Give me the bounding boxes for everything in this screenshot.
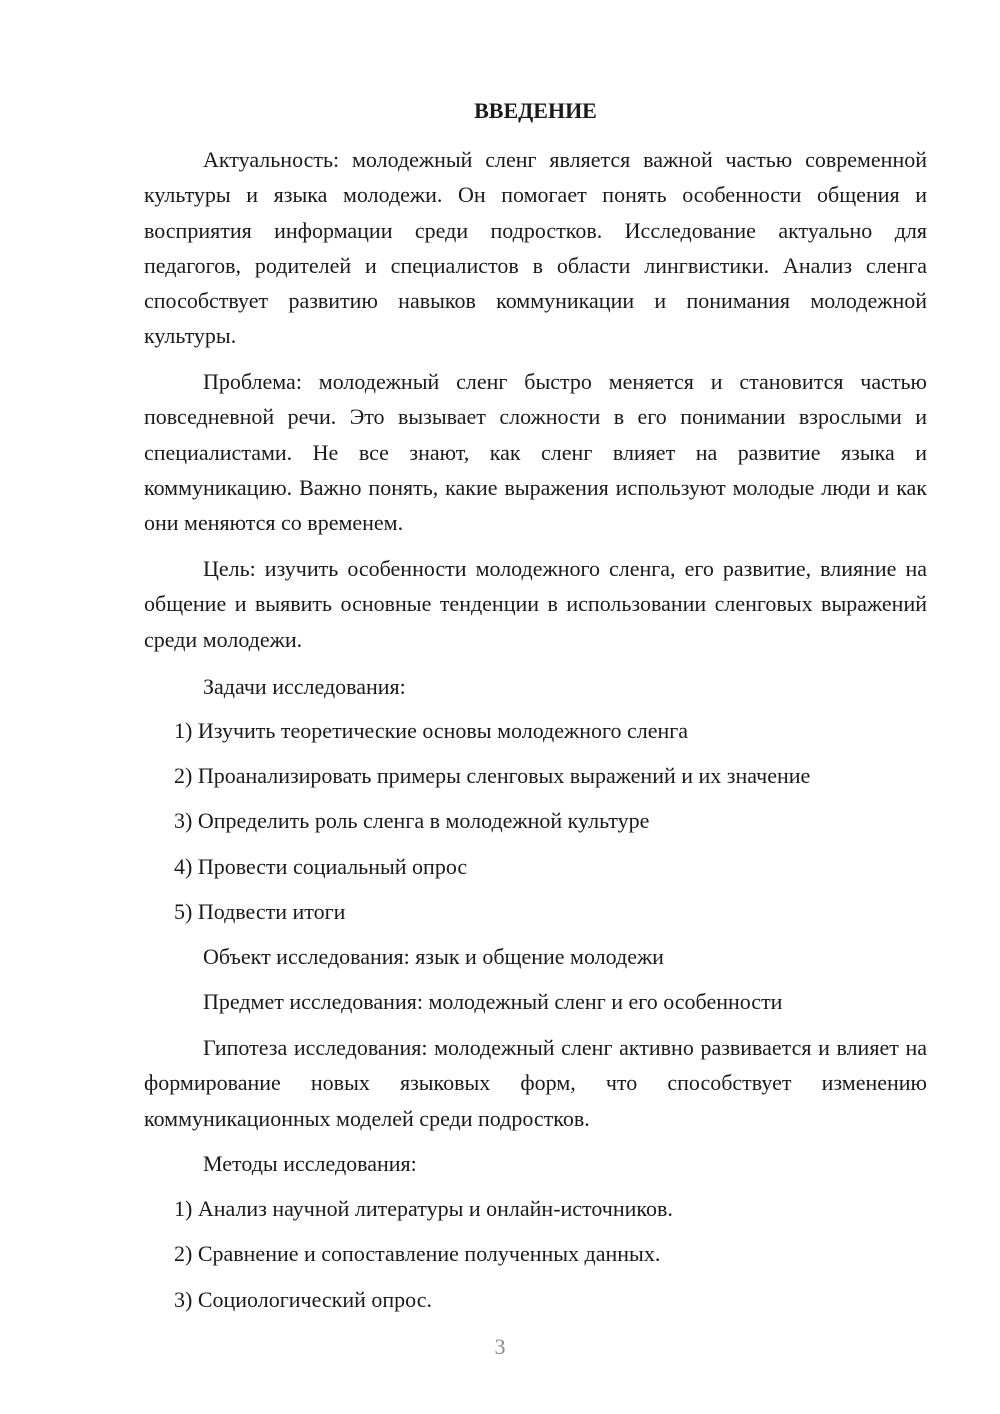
method-item: 2) Сравнение и сопоставление полученных данных. [174, 1241, 661, 1266]
relevance-paragraph: Актуальность: молодежный сленг является важной частью современной культуры и языка молодежи. Он помогает понять особенности общения и восприятия информации среди подростков. Исследование актуально для педагогов, родителей и специалистов в области лингвистики. Анализ сленга способствует развитию навыков коммуникации и понимания молодежной культуры. [144, 147, 927, 349]
task-item: 3) Определить роль сленга в молодежной культуре [174, 808, 650, 833]
page-number: 3 [494, 1334, 506, 1359]
tasks-title: Задачи исследования: [203, 674, 406, 699]
task-item: 1) Изучить теоретические основы молодежного сленга [174, 718, 689, 743]
task-item: 5) Подвести итоги [174, 899, 346, 924]
subject-line: Предмет исследования: молодежный сленг и его особенности [203, 989, 783, 1014]
problem-paragraph: Проблема: молодежный сленг быстро меняется и становится частью повседневной речи. Это вызывает сложности в его понимании взрослыми и специалистами. Не все знают, как сленг влияет на развитие языка и коммуникацию. Важно понять, какие выражения используют молодые люди и как они меняются со временем. [144, 369, 927, 536]
method-item: 3) Социологический опрос. [174, 1287, 432, 1312]
hypothesis-paragraph: Гипотеза исследования: молодежный сленг активно развивается и влияет на формирование новых языковых форм, что способствует изменению коммуникационных моделей среди подростков. [144, 1035, 927, 1131]
page-title: ВВЕДЕНИЕ [474, 98, 597, 123]
object-line: Объект исследования: язык и общение молодежи [203, 944, 664, 969]
methods-title: Методы исследования: [203, 1151, 417, 1176]
goal-paragraph: Цель: изучить особенности молодежного сленга, его развитие, влияние на общение и выявить основные тенденции в использовании сленговых выражений среди молодежи. [144, 556, 927, 652]
method-item: 1) Анализ научной литературы и онлайн-источников. [174, 1196, 673, 1221]
task-item: 2) Проанализировать примеры сленговых выражений и их значение [174, 763, 811, 788]
task-item: 4) Провести социальный опрос [174, 854, 468, 879]
